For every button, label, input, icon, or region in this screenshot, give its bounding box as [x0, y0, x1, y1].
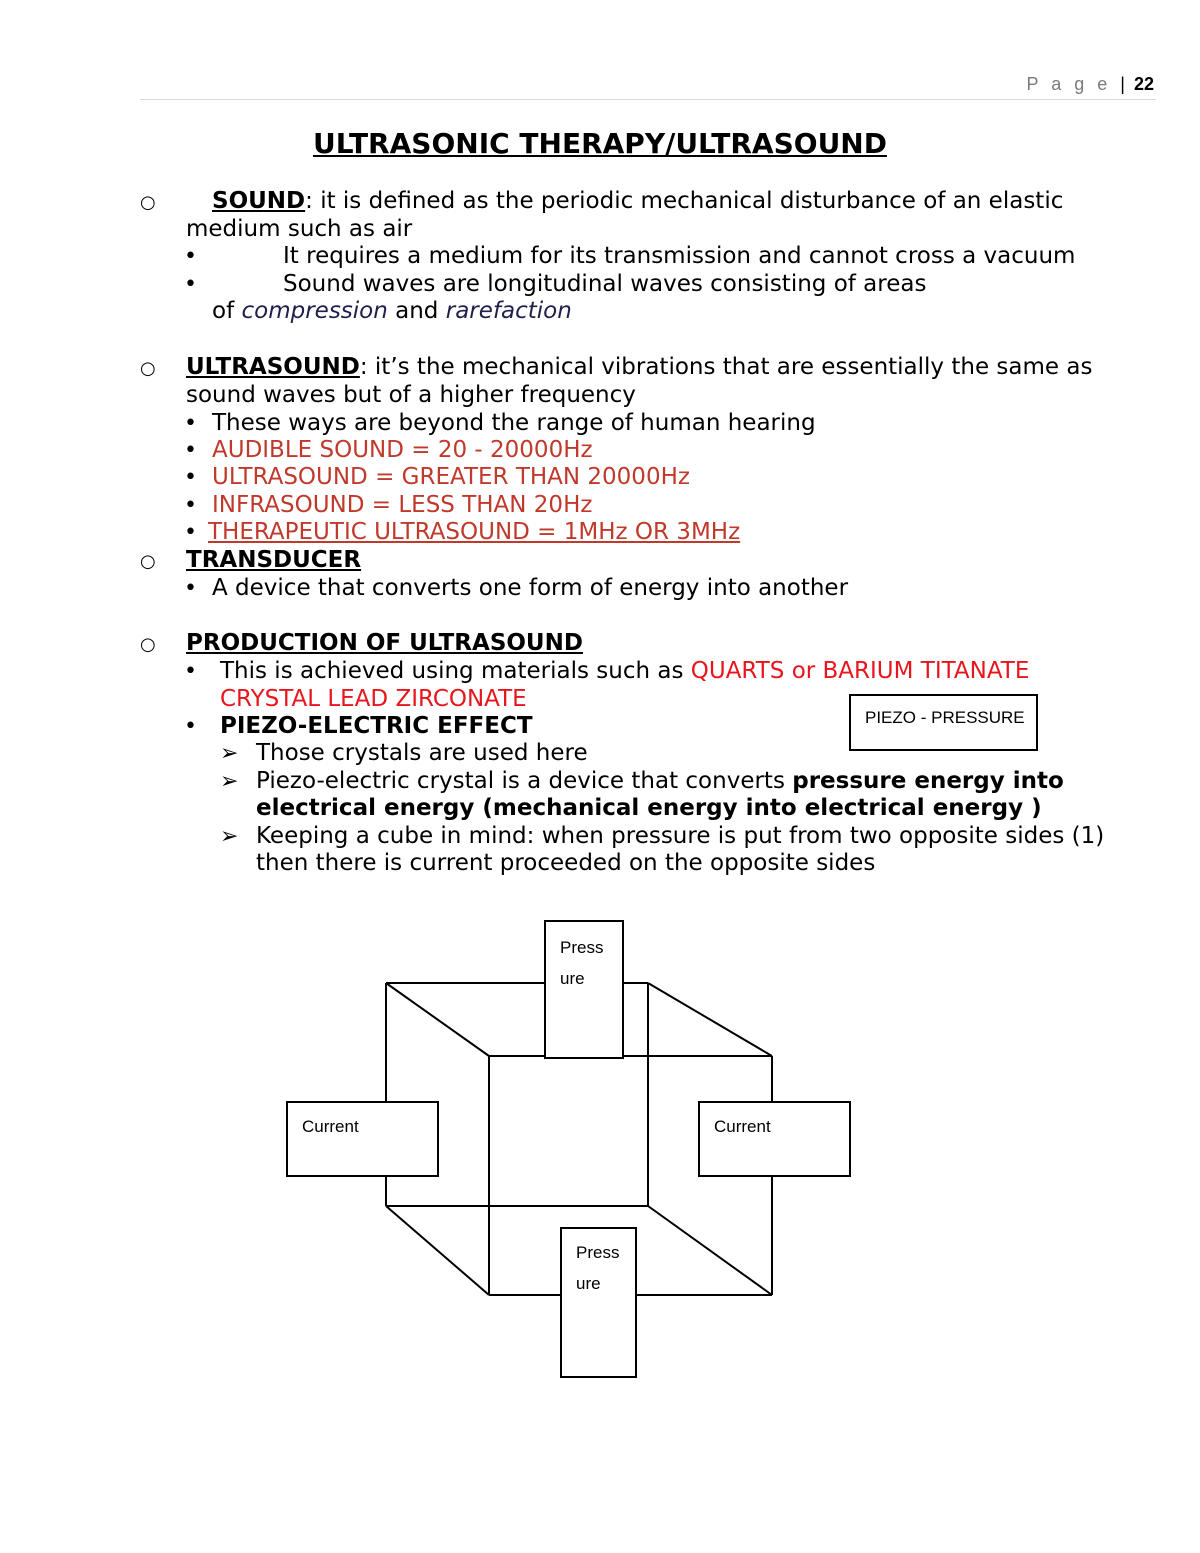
- cube-connector-top-right: [648, 983, 772, 1056]
- ultrasound-definition-line1: : it’s the mechanical vibrations that are essentially the same as: [359, 354, 1093, 380]
- piezo-arrow-3-line1: Keeping a cube in mind: when pressure is put from two opposite sides (1): [256, 823, 1105, 849]
- page-separator: |: [1120, 74, 1125, 94]
- bullet-dot-icon: •: [184, 244, 197, 269]
- arrow-bullet-icon: ➢: [220, 824, 239, 849]
- production-bullet-1-line2: CRYSTAL LEAD ZIRCONATE: [220, 686, 527, 712]
- current-box-right: [698, 1101, 851, 1177]
- piezo-heading: PIEZO-ELECTRIC EFFECT: [220, 713, 533, 739]
- production-materials: QUARTS or BARIUM TITANATE: [690, 658, 1030, 684]
- bullet-dot-icon: •: [184, 465, 197, 490]
- ultrasound-bullet-infrasound: INFRASOUND = LESS THAN 20Hz: [212, 492, 593, 518]
- transducer-bullet: A device that converts one form of energy into another: [212, 575, 849, 601]
- sound-definition-line2: medium such as air: [186, 216, 413, 242]
- page-label: P a g e: [1026, 74, 1112, 94]
- page-number: 22: [1133, 74, 1154, 94]
- circle-bullet-icon: ○: [140, 358, 156, 379]
- current-left-label: Current: [302, 1117, 359, 1136]
- pressure-bottom-label: Press ure: [576, 1243, 620, 1293]
- compression-term: compression: [241, 298, 388, 324]
- and-word: and: [387, 298, 446, 324]
- cube-connector-top-left: [386, 983, 489, 1056]
- bullet-dot-icon: •: [184, 272, 197, 297]
- piezo-arrow-2-prefix: Piezo-electric crystal is a device that converts: [256, 768, 793, 794]
- cube-connector-bottom-right: [648, 1206, 772, 1295]
- arrow-bullet-icon: ➢: [220, 741, 239, 766]
- cube-connector-bottom-left: [386, 1206, 489, 1295]
- circle-bullet-icon: ○: [140, 551, 156, 572]
- circle-bullet-icon: ○: [140, 634, 156, 655]
- current-box-left: [286, 1101, 439, 1177]
- ultrasound-bullet-hearing: These ways are beyond the range of human hearing: [212, 410, 816, 436]
- sound-term: SOUND: [212, 188, 306, 214]
- bullet-dot-icon: •: [184, 438, 197, 463]
- bullet-dot-icon: •: [184, 714, 197, 739]
- bullet-dot-icon: •: [184, 576, 197, 601]
- piezo-arrow-2-line2: electrical energy (mechanical energy into electrical energy ): [256, 795, 1042, 821]
- pressure-box-bottom: [560, 1227, 637, 1378]
- bullet-dot-icon: •: [184, 493, 197, 518]
- bullet-dot-icon: •: [184, 411, 197, 436]
- ultrasound-definition-line2: sound waves but of a higher frequency: [186, 382, 636, 408]
- pressure-top-label: Press ure: [560, 938, 604, 988]
- current-right-label: Current: [714, 1117, 771, 1136]
- sound-bullet-1: It requires a medium for its transmission and cannot cross a vacuum: [283, 243, 1076, 269]
- production-term: PRODUCTION OF ULTRASOUND: [186, 630, 583, 656]
- ultrasound-bullet-ultrasound: ULTRASOUND = GREATER THAN 20000Hz: [212, 464, 690, 490]
- piezo-arrow-1: Those crystals are used here: [256, 740, 588, 766]
- page-title: ULTRASONIC THERAPY/ULTRASOUND: [313, 127, 887, 160]
- sound-bullet-2: Sound waves are longitudinal waves consisting of areas: [283, 271, 927, 297]
- piezo-arrow-2-bold: pressure energy into: [792, 768, 1064, 794]
- sound-definition-line1: : it is defined as the periodic mechanical disturbance of an elastic: [305, 188, 1064, 214]
- pressure-box-top: [544, 920, 624, 1059]
- bullet-dot-icon: •: [184, 659, 197, 684]
- transducer-term: TRANSDUCER: [186, 547, 362, 573]
- arrow-bullet-icon: ➢: [220, 769, 239, 794]
- ultrasound-bullet-audible: AUDIBLE SOUND = 20 - 20000Hz: [212, 437, 593, 463]
- circle-bullet-icon: ○: [140, 192, 156, 213]
- piezo-pressure-label: PIEZO - PRESSURE: [865, 708, 1025, 727]
- rarefaction-term: rarefaction: [445, 298, 572, 324]
- bullet-dot-icon: •: [184, 520, 197, 545]
- production-bullet-1-prefix: This is achieved using materials such as: [220, 658, 691, 684]
- piezo-arrow-3-line2: then there is current proceeded on the opposite sides: [256, 850, 876, 876]
- sound-of-prefix: of: [212, 298, 242, 324]
- ultrasound-term: ULTRASOUND: [186, 354, 360, 380]
- ultrasound-bullet-therapeutic: THERAPEUTIC ULTRASOUND = 1MHz OR 3MHz: [208, 519, 741, 545]
